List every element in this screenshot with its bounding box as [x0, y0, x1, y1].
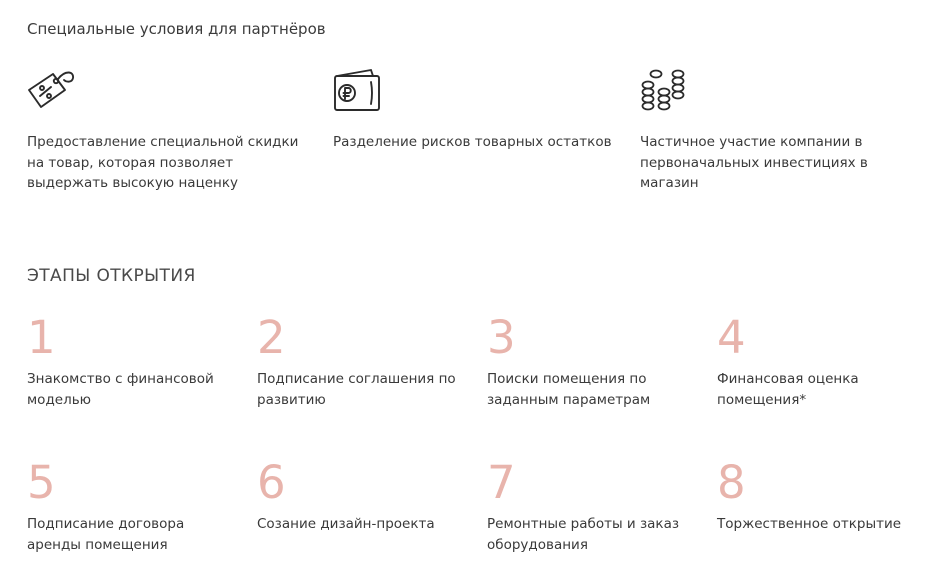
discount-tag-icon	[27, 68, 77, 114]
benefit-risk-sharing-text: Разделение рисков товарных остатков	[333, 134, 612, 150]
stage-number: 6	[257, 456, 286, 509]
stage-step	[487, 456, 702, 555]
stage-number: 4	[717, 311, 746, 364]
benefit-discount	[27, 68, 317, 194]
stage-label: Подписание договора аренды помещения	[27, 516, 185, 553]
coins-stack-icon	[640, 68, 690, 114]
stage-step	[487, 311, 702, 410]
stages-section-title: ЭТАПЫ ОТКРЫТИЯ	[27, 266, 196, 286]
stage-step	[717, 311, 932, 410]
stage-number: 3	[487, 311, 516, 364]
stage-number: 2	[257, 311, 286, 364]
stage-step	[27, 311, 242, 410]
stage-step	[257, 311, 472, 410]
stage-number: 7	[487, 456, 516, 509]
stage-label: Созание дизайн-проекта	[257, 516, 435, 532]
stage-label: Поиски помещения по заданным параметрам	[487, 371, 651, 408]
stage-step	[717, 456, 932, 535]
benefit-investment-text: Частичное участие компании в первоначальных инвестициях в магазин	[640, 134, 868, 191]
benefit-investment	[640, 68, 930, 194]
stage-number: 5	[27, 456, 56, 509]
stage-step	[257, 456, 472, 535]
stage-label: Финансовая оценка помещения*	[717, 371, 859, 408]
stage-number: 8	[717, 456, 746, 509]
partners-section-title: Специальные условия для партнёров	[27, 20, 326, 38]
stage-label: Торжественное открытие	[717, 516, 902, 532]
stage-label: Ремонтные работы и заказ оборудования	[487, 516, 680, 553]
stage-label: Подписание соглашения по развитию	[257, 371, 456, 408]
stage-label: Знакомство с финансовой моделью	[27, 371, 214, 408]
stage-step	[27, 456, 242, 555]
benefit-discount-text: Предоставление специальной скидки на товар, которая позволяет выдержать высокую наценку	[27, 134, 299, 191]
stage-number: 1	[27, 311, 56, 364]
benefit-risk-sharing	[333, 68, 623, 153]
ruble-wallet-icon	[333, 68, 383, 114]
